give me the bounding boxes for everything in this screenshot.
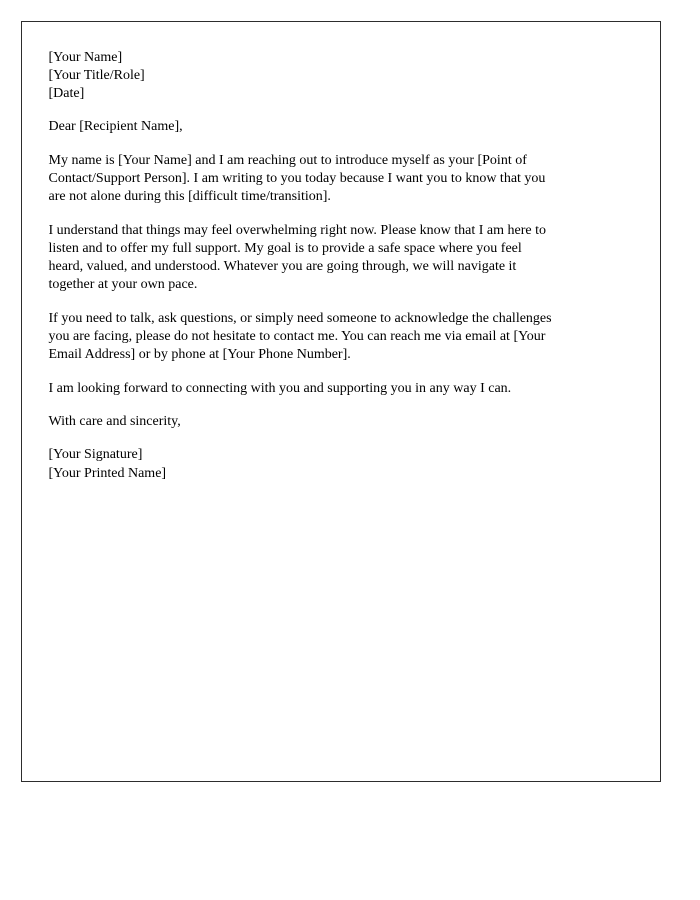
text-line: together at your own pace. <box>48 277 198 293</box>
paragraph <box>49 222 631 295</box>
closing-line: With care and sincerity, <box>48 413 181 429</box>
text-line: you are facing, please do not hesitate to contact me. You can reach me via email at [Your <box>48 329 546 345</box>
closing <box>49 413 631 431</box>
text-line: I understand that things may feel overwhelming right now. Please know that I am here to <box>48 222 547 238</box>
letter-header <box>49 49 631 104</box>
text-line: If you need to talk, ask questions, or simply need someone to acknowledge the challenges <box>48 310 552 326</box>
text-line: Contact/Support Person]. I am writing to you today because I want you to know that you <box>48 170 546 186</box>
letter-body <box>49 152 631 398</box>
header-line: [Your Title/Role] <box>48 67 145 83</box>
signature-line: [Your Signature] <box>48 447 143 463</box>
paragraph <box>49 310 631 365</box>
text-line: are not alone during this [difficult time/transition]. <box>48 189 331 205</box>
text-line: heard, valued, and understood. Whatever you are going through, we will navigate it <box>48 259 517 275</box>
paragraph <box>49 380 631 398</box>
signature-block <box>49 446 631 483</box>
header-line: [Your Name] <box>48 49 123 65</box>
text-line: Email Address] or by phone at [Your Phone Number]. <box>48 347 351 363</box>
text-line: My name is [Your Name] and I am reaching out to introduce myself as your [Point of <box>48 152 527 168</box>
letter-page <box>21 21 661 782</box>
text-line: listen and to offer my full support. My goal is to provide a safe space where you feel <box>48 240 522 256</box>
salutation-line: Dear [Recipient Name], <box>48 119 183 135</box>
paragraph <box>49 152 631 207</box>
signature-line: [Your Printed Name] <box>48 465 167 481</box>
salutation <box>49 118 631 136</box>
text-line: I am looking forward to connecting with you and supporting you in any way I can. <box>48 380 512 396</box>
header-line: [Date] <box>48 86 85 102</box>
